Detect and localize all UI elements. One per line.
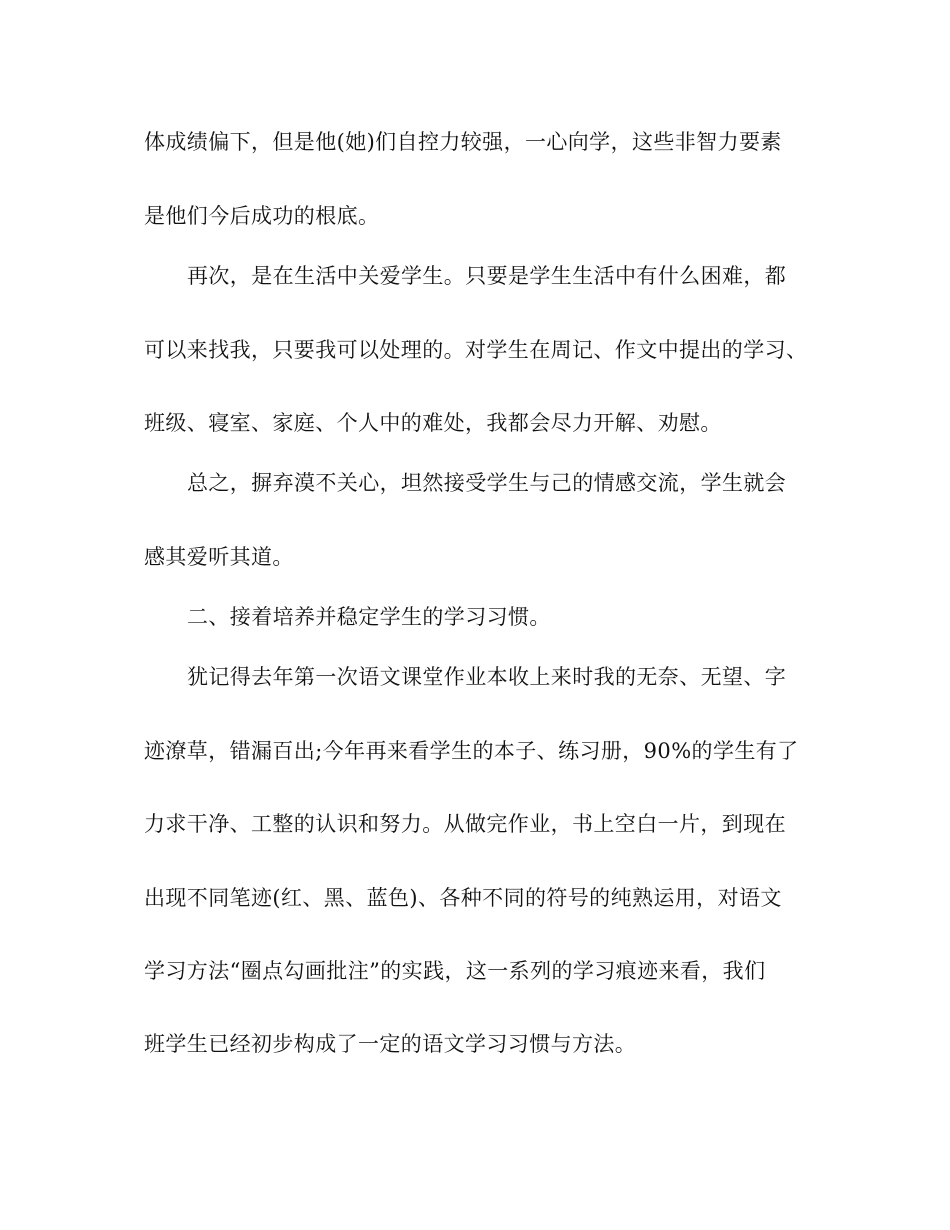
text-line: 出现不同笔迹(红、黑、蓝色)、各种不同的符号的纯熟运用，对语文: [144, 886, 782, 910]
text-line: 力求干净、工整的认识和努力。从做完作业，书上空白一片，到现在: [144, 812, 786, 836]
text-line: 感其爱听其道。: [144, 545, 294, 569]
text-line: 迹潦草，错漏百出;今年再来看学生的本子、练习册，90%的学生有了: [144, 739, 799, 763]
text-line: 可以来找我，只要我可以处理的。对学生在周记、作文中提出的学习、: [144, 338, 808, 362]
paragraph-first-line: 再次，是在生活中关爱学生。只要是学生生活中有什么困难，都: [187, 264, 787, 288]
text-line: 学习方法“圈点勾画批注”的实践，这一系列的学习痕迹来看，我们: [144, 959, 766, 983]
text-line: 体成绩偏下，但是他(她)们自控力较强，一心向学，这些非智力要素: [144, 130, 782, 154]
text-line: 班级、寝室、家庭、个人中的难处，我都会尽力开解、劝慰。: [144, 411, 722, 435]
paragraph-first-line: 犹记得去年第一次语文课堂作业本收上来时我的无奈、无望、字: [187, 665, 787, 689]
section-heading: 二、接着培养并稳定学生的学习习惯。: [187, 605, 551, 629]
text-line: 是他们今后成功的根底。: [144, 204, 380, 228]
text-line: 班学生已经初步构成了一定的语文学习习惯与方法。: [144, 1032, 637, 1056]
paragraph-first-line: 总之，摒弃漠不关心，坦然接受学生与己的情感交流，学生就会: [187, 471, 787, 495]
